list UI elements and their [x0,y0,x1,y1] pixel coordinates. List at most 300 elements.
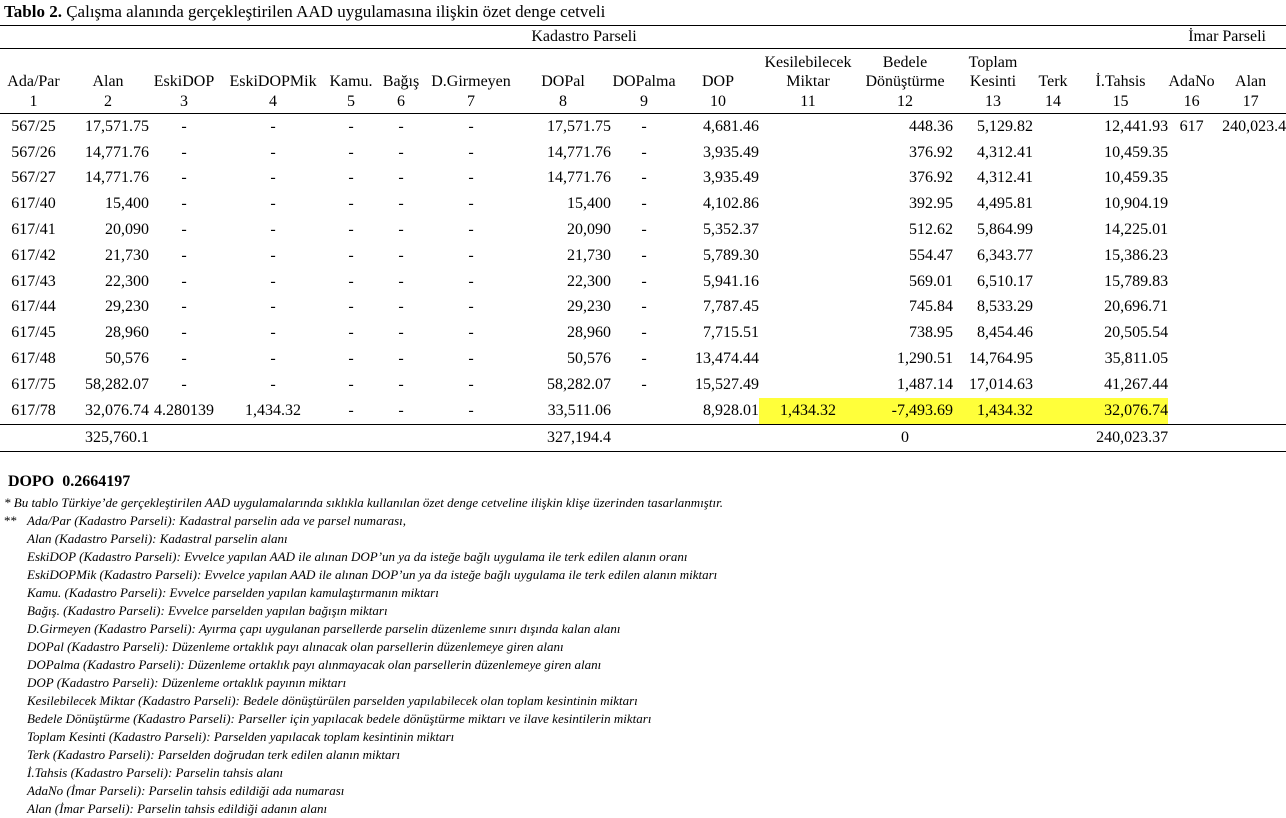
column-header-line2: AdaNo [1168,73,1215,90]
table-cell: 4,681.46 [703,117,759,135]
definition-line [4,656,723,674]
table-cell: - [181,298,187,316]
column-header [759,49,857,92]
column-header [1215,49,1286,92]
table-cell [759,269,857,295]
table-cell: - [270,246,276,264]
table-cell: 22,300 [105,272,149,290]
table-cell [1033,140,1073,166]
column-number: 16 [1168,91,1215,114]
column-number: 5 [327,91,375,114]
table-cell [1033,217,1073,243]
table-cell: - [468,375,474,393]
empty-cell [219,424,327,451]
column-header [953,49,1033,92]
table-cell [1033,243,1073,269]
table-cell: - [348,246,354,264]
table-cell: 4,312.41 [977,143,1033,161]
table-cell: 5,352.37 [703,221,759,239]
footnotes [4,494,723,818]
table-cell: 4,495.81 [977,195,1033,213]
table-cell: 567/27 [11,169,56,187]
table-cell: - [348,324,354,342]
column-header [1168,49,1215,92]
group-imar: İmar Parseli [1168,26,1286,49]
column-header-line2: EskiDOPMik [229,73,317,90]
table-cell: - [641,169,647,187]
column-header-line2: D.Girmeyen [431,73,511,90]
dopo-label: DOPO [8,473,55,490]
table-cell: - [468,143,474,161]
table-cell: 617/41 [11,221,56,239]
empty-cell [375,424,427,451]
empty-cell [677,424,759,451]
column-header [149,49,219,92]
table-cell: - [398,195,404,213]
table-cell: 567/25 [11,117,56,135]
definition-line [4,710,723,728]
table-cell: 10,904.19 [1104,195,1169,213]
table-cell: 33,511.06 [515,398,611,424]
definition-text: AdaNo (İmar Parseli): Parselin tahsis edildiği ada numarası [27,783,345,798]
definition-text: D.Girmeyen (Kadastro Parseli): Ayırma çapı uygulanan parsellerde parselin düzenleme sınırı dışında kalan alanı [27,621,621,636]
table-cell: 617/75 [11,375,56,393]
table-cell: - [398,298,404,316]
table-cell: 29,230 [567,298,611,316]
definition-line [4,638,723,656]
table-cell: 17,571.75 [547,117,611,135]
table-cell: - [641,143,647,161]
table-cell: - [398,375,404,393]
definition-text: DOPalma (Kadastro Parseli): Düzenleme ortaklık payı alınmayacak olan parsellerin düzenlemeye giren alanı [27,657,602,672]
table-cell: - [348,375,354,393]
table-cell: 13,474.44 [695,350,759,368]
column-header-line2: Dönüştürme [865,73,945,90]
table-cell: - [348,143,354,161]
table-cell: - [270,272,276,290]
table-row [0,243,1286,269]
table-cell [1215,398,1286,424]
total-cell: 325,760.1 [67,424,149,451]
table-cell [1215,346,1286,372]
column-number: 11 [759,91,857,114]
table-row [0,295,1286,321]
table-cell [1215,372,1286,398]
column-number: 6 [375,91,427,114]
table-cell [1168,295,1215,321]
table-cell: - [641,350,647,368]
table-cell [1168,243,1215,269]
table-cell: - [181,169,187,187]
table-cell [1215,320,1286,346]
definition-text: Ada/Par (Kadastro Parseli): Kadastral parselin ada ve parsel numarası, [27,513,407,528]
table-cell: 28,960 [567,324,611,342]
empty-cell [149,424,219,451]
column-header-line2: DOP [701,73,734,90]
table-cell: - [270,350,276,368]
totals-row [0,424,1286,451]
empty-cell [1033,424,1073,451]
definition-line [4,602,723,620]
column-header [327,49,375,92]
table-cell: 14,771.76 [85,169,149,187]
group-header-row [0,26,1286,49]
table-cell: 20,696.71 [1104,298,1169,316]
definition-text: Alan (Kadastro Parseli): Kadastral parselin alanı [27,531,288,546]
table-cell: 50,576 [105,350,149,368]
table-cell: 14,771.76 [547,169,611,187]
column-header-line2: Alan [1235,73,1267,90]
column-number: 2 [67,91,149,114]
table-cell: 10,459.35 [1104,169,1169,187]
table-cell: 4,312.41 [977,169,1033,187]
empty-cell [427,424,515,451]
table-cell: - [181,350,187,368]
table-cell: 32,076.74 [1073,398,1168,424]
caption-label: Tablo 2. [4,2,62,21]
column-number: 15 [1073,91,1168,114]
group-kadastro: Kadastro Parseli [0,26,1168,49]
column-header-row [0,49,1286,92]
table-cell: 569.01 [909,272,953,290]
table-cell: 5,129.82 [977,117,1033,135]
table-cell: - [468,350,474,368]
table-cell [611,398,677,424]
total-cell: 240,023.37 [1073,424,1168,451]
definition-text: Terk (Kadastro Parseli): Parselden doğrudan terk edilen alanın miktarı [27,747,401,762]
dopo-line [8,473,130,491]
table-cell: - [398,350,404,368]
definition-line [4,800,723,818]
table-cell: - [398,272,404,290]
table-cell: - [270,195,276,213]
definition-line [4,566,723,584]
column-header-line2: Alan [92,73,124,90]
table-cell: - [348,298,354,316]
definition-line [4,746,723,764]
table-cell [759,191,857,217]
column-number: 9 [611,91,677,114]
column-header-line1: Kesilebilecek [764,54,852,71]
table-cell: - [181,143,187,161]
table-cell: 35,811.05 [1104,350,1169,368]
table-cell: - [641,272,647,290]
table-cell: 14,225.01 [1104,221,1169,239]
table-cell: 58,282.07 [85,375,149,393]
definition-line [4,584,723,602]
table-cell: - [348,117,354,135]
column-header-line2: Terk [1038,73,1068,90]
table-cell: 6,510.17 [977,272,1033,290]
table-cell: 29,230 [105,298,149,316]
table-cell [1033,166,1073,192]
definition-line [4,728,723,746]
table-cell: 28,960 [105,324,149,342]
table-cell: - [270,143,276,161]
definition-text: Bağış. (Kadastro Parseli): Evvelce parselden yapılan bağışın miktarı [27,603,388,618]
table-row [0,140,1286,166]
column-number: 13 [953,91,1033,114]
column-header [427,49,515,92]
table-cell: - [468,169,474,187]
table-cell: 58,282.07 [547,375,611,393]
table-cell: 567/26 [11,143,56,161]
table-cell [1168,140,1215,166]
table-cell: 12,441.93 [1104,117,1169,135]
table-cell: - [468,195,474,213]
column-number: 4 [219,91,327,114]
column-header-line2: Miktar [786,73,830,90]
table-cell [1215,243,1286,269]
table-row [0,372,1286,398]
column-header [857,49,953,92]
table-cell [759,166,857,192]
table-cell [1033,346,1073,372]
caption-text: Çalışma alanında gerçekleştirilen AAD uygulamasına ilişkin özet denge cetveli [61,2,606,21]
empty-cell [953,424,1033,451]
column-header [375,49,427,92]
table-cell [759,114,857,140]
table-row [0,191,1286,217]
table-cell: 41,267.44 [1104,375,1169,393]
table-cell: 21,730 [105,246,149,264]
table-cell: - [270,375,276,393]
table-cell: - [398,143,404,161]
table-cell: 617/44 [11,298,56,316]
definition-text: Toplam Kesinti (Kadastro Parseli): Parselden yapılacak toplam kesintinin miktarı [27,729,455,744]
table-cell [1168,217,1215,243]
column-number: 10 [677,91,759,114]
definition-text: Alan (İmar Parseli): Parselin tahsis edildiği adanın alanı [27,801,328,816]
table-cell: - [270,117,276,135]
table-cell: 617/45 [11,324,56,342]
table-cell: 5,941.16 [703,272,759,290]
table-cell: 14,771.76 [85,143,149,161]
definition-text: EskiDOPMik (Kadastro Parseli): Evvelce yapılan AAD ile alınan DOP’un ya da isteğe bağlı uygulama ile terk edilen alanın miktarı [27,567,718,582]
table-cell: 5,789.30 [703,246,759,264]
table-cell: 745.84 [909,298,953,316]
table-cell: - [468,117,474,135]
table-cell: - [181,272,187,290]
table-cell: - [641,375,647,393]
table-cell [759,140,857,166]
definition-text: Kesilebilecek Miktar (Kadastro Parseli): Bedele dönüştürülen parselden yapılabilecek olan toplam kesintinin miktarı [27,693,638,708]
table-cell [1215,295,1286,321]
column-number: 7 [427,91,515,114]
balance-table [0,25,1286,452]
definition-text: DOP (Kadastro Parseli): Düzenleme ortaklık payının miktarı [27,675,347,690]
column-number: 17 [1215,91,1286,114]
table-cell: 15,400 [567,195,611,213]
empty-cell [1215,424,1286,451]
column-header [611,49,677,92]
table-cell: 32,076.74 [67,398,149,424]
table-cell: 617/42 [11,246,56,264]
column-number: 12 [857,91,953,114]
table-cell: 392.95 [909,195,953,213]
table-cell [1033,295,1073,321]
table-cell [1168,372,1215,398]
column-header-line2: İ.Tahsis [1095,73,1146,90]
table-cell [759,243,857,269]
footnote-marker: ** [4,513,17,528]
table-cell: 15,400 [105,195,149,213]
table-cell [1033,269,1073,295]
column-number: 8 [515,91,611,114]
table-cell: 4.280139 [149,398,219,424]
table-cell: - [641,324,647,342]
definition-line [4,620,723,638]
column-header-line2: Kesinti [969,73,1017,90]
table-cell: 15,386.23 [1104,246,1169,264]
table-cell: - [468,221,474,239]
table-cell: - [270,169,276,187]
definition-line [4,764,723,782]
table-cell: - [468,246,474,264]
table-cell [1168,346,1215,372]
definition-line [4,674,723,692]
table-cell [1215,269,1286,295]
column-header [0,49,67,92]
definition-text: EskiDOP (Kadastro Parseli): Evvelce yapılan AAD ile alınan DOP’un ya da isteğe bağlı uygulama ile terk edilen alanın oranı [27,549,688,564]
table-cell: - [181,195,187,213]
table-cell: - [641,117,647,135]
definition-line [4,548,723,566]
table-cell: 8,928.01 [677,398,759,424]
table-cell [1033,372,1073,398]
table-cell: 4,102.86 [703,195,759,213]
table-cell: 20,090 [567,221,611,239]
table-cell [1215,140,1286,166]
table-cell: 6,343.77 [977,246,1033,264]
table-cell: - [468,272,474,290]
table-cell: - [398,169,404,187]
table-row [0,398,1286,424]
table-cell: 617/40 [11,195,56,213]
table-row [0,166,1286,192]
table-cell: 738.95 [909,324,953,342]
table-cell: 1,290.51 [897,350,953,368]
table-cell [1168,398,1215,424]
column-header-line2: Ada/Par [7,73,60,90]
table-cell: - [468,298,474,316]
column-header [1073,49,1168,92]
footnote-1: * Bu tablo Türkiye’de gerçekleştirilen AAD uygulamalarında sıklıkla kullanılan özet denge cetveline ilişkin klişe üzerinden tasarlanmıştır. [4,495,723,510]
table-cell: - [641,298,647,316]
table-cell [1168,269,1215,295]
total-cell: 0 [857,424,953,451]
table-cell: 3,935.49 [703,169,759,187]
table-cell: 617/43 [11,272,56,290]
definition-line [4,530,723,548]
column-header-line1: Toplam [968,54,1018,71]
empty-cell [0,424,67,451]
definition-text: DOPal (Kadastro Parseli): Düzenleme ortaklık payı alınacak olan parsellerin düzenlemeye giren alanı [27,639,564,654]
table-cell: 5,864.99 [977,221,1033,239]
table-cell [1168,320,1215,346]
table-cell: - [348,195,354,213]
table-cell: 617/48 [11,350,56,368]
table-cell [759,217,857,243]
table-cell: 1,434.32 [219,398,327,424]
definition-line [4,782,723,800]
table-cell: - [348,169,354,187]
table-cell: - [641,221,647,239]
table-cell: 7,787.45 [703,298,759,316]
empty-cell [1168,424,1215,451]
table-cell: 21,730 [567,246,611,264]
table-cell: - [398,246,404,264]
table-cell [1033,398,1073,424]
table-cell: 1,434.32 [759,398,857,424]
table-cell: - [181,246,187,264]
table-cell: - [327,398,375,424]
table-cell: 376.92 [909,169,953,187]
table-caption [4,2,605,22]
table-cell: - [468,324,474,342]
empty-cell [327,424,375,451]
table-cell [759,346,857,372]
column-number-row [0,91,1286,114]
table-cell: - [375,398,427,424]
dopo-value: 0.2664197 [62,473,131,490]
table-cell: 20,090 [105,221,149,239]
column-header [1033,49,1073,92]
table-cell: 448.36 [909,117,953,135]
table-cell: 15,527.49 [695,375,759,393]
definition-text: İ.Tahsis (Kadastro Parseli): Parselin tahsis alanı [27,765,284,780]
table-cell: - [270,221,276,239]
column-number: 1 [0,91,67,114]
table-cell: 512.62 [909,221,953,239]
table-cell [1033,320,1073,346]
column-header-line2: Bağış [382,73,420,90]
table-cell: - [348,272,354,290]
table-cell: - [270,324,276,342]
empty-cell [759,424,857,451]
table-cell: - [348,350,354,368]
table-cell: - [398,221,404,239]
column-header [677,49,759,92]
table-cell: 20,505.54 [1104,324,1169,342]
table-cell: 617/78 [0,398,67,424]
table-cell: 10,459.35 [1104,143,1169,161]
table-cell [1215,191,1286,217]
definition-text: Kamu. (Kadastro Parseli): Evvelce parselden yapılan kamulaştırmanın miktarı [27,585,439,600]
column-header-line2: Kamu. [329,73,373,90]
column-number: 3 [149,91,219,114]
table-cell: 1,487.14 [897,375,953,393]
table-cell [759,320,857,346]
table-cell: - [181,221,187,239]
table-cell: 3,935.49 [703,143,759,161]
table-cell: 8,454.46 [977,324,1033,342]
empty-cell [611,424,677,451]
table-cell: - [181,324,187,342]
column-header [219,49,327,92]
table-cell [759,295,857,321]
table-cell: -7,493.69 [857,398,953,424]
table-cell: 17,014.63 [969,375,1033,393]
table-cell: 14,771.76 [547,143,611,161]
column-header-line1: Bedele [882,54,928,71]
definition-line [4,692,723,710]
definition-line [4,512,723,530]
table-row [0,269,1286,295]
table-cell [1033,191,1073,217]
table-cell: - [427,398,515,424]
table-cell [1215,217,1286,243]
